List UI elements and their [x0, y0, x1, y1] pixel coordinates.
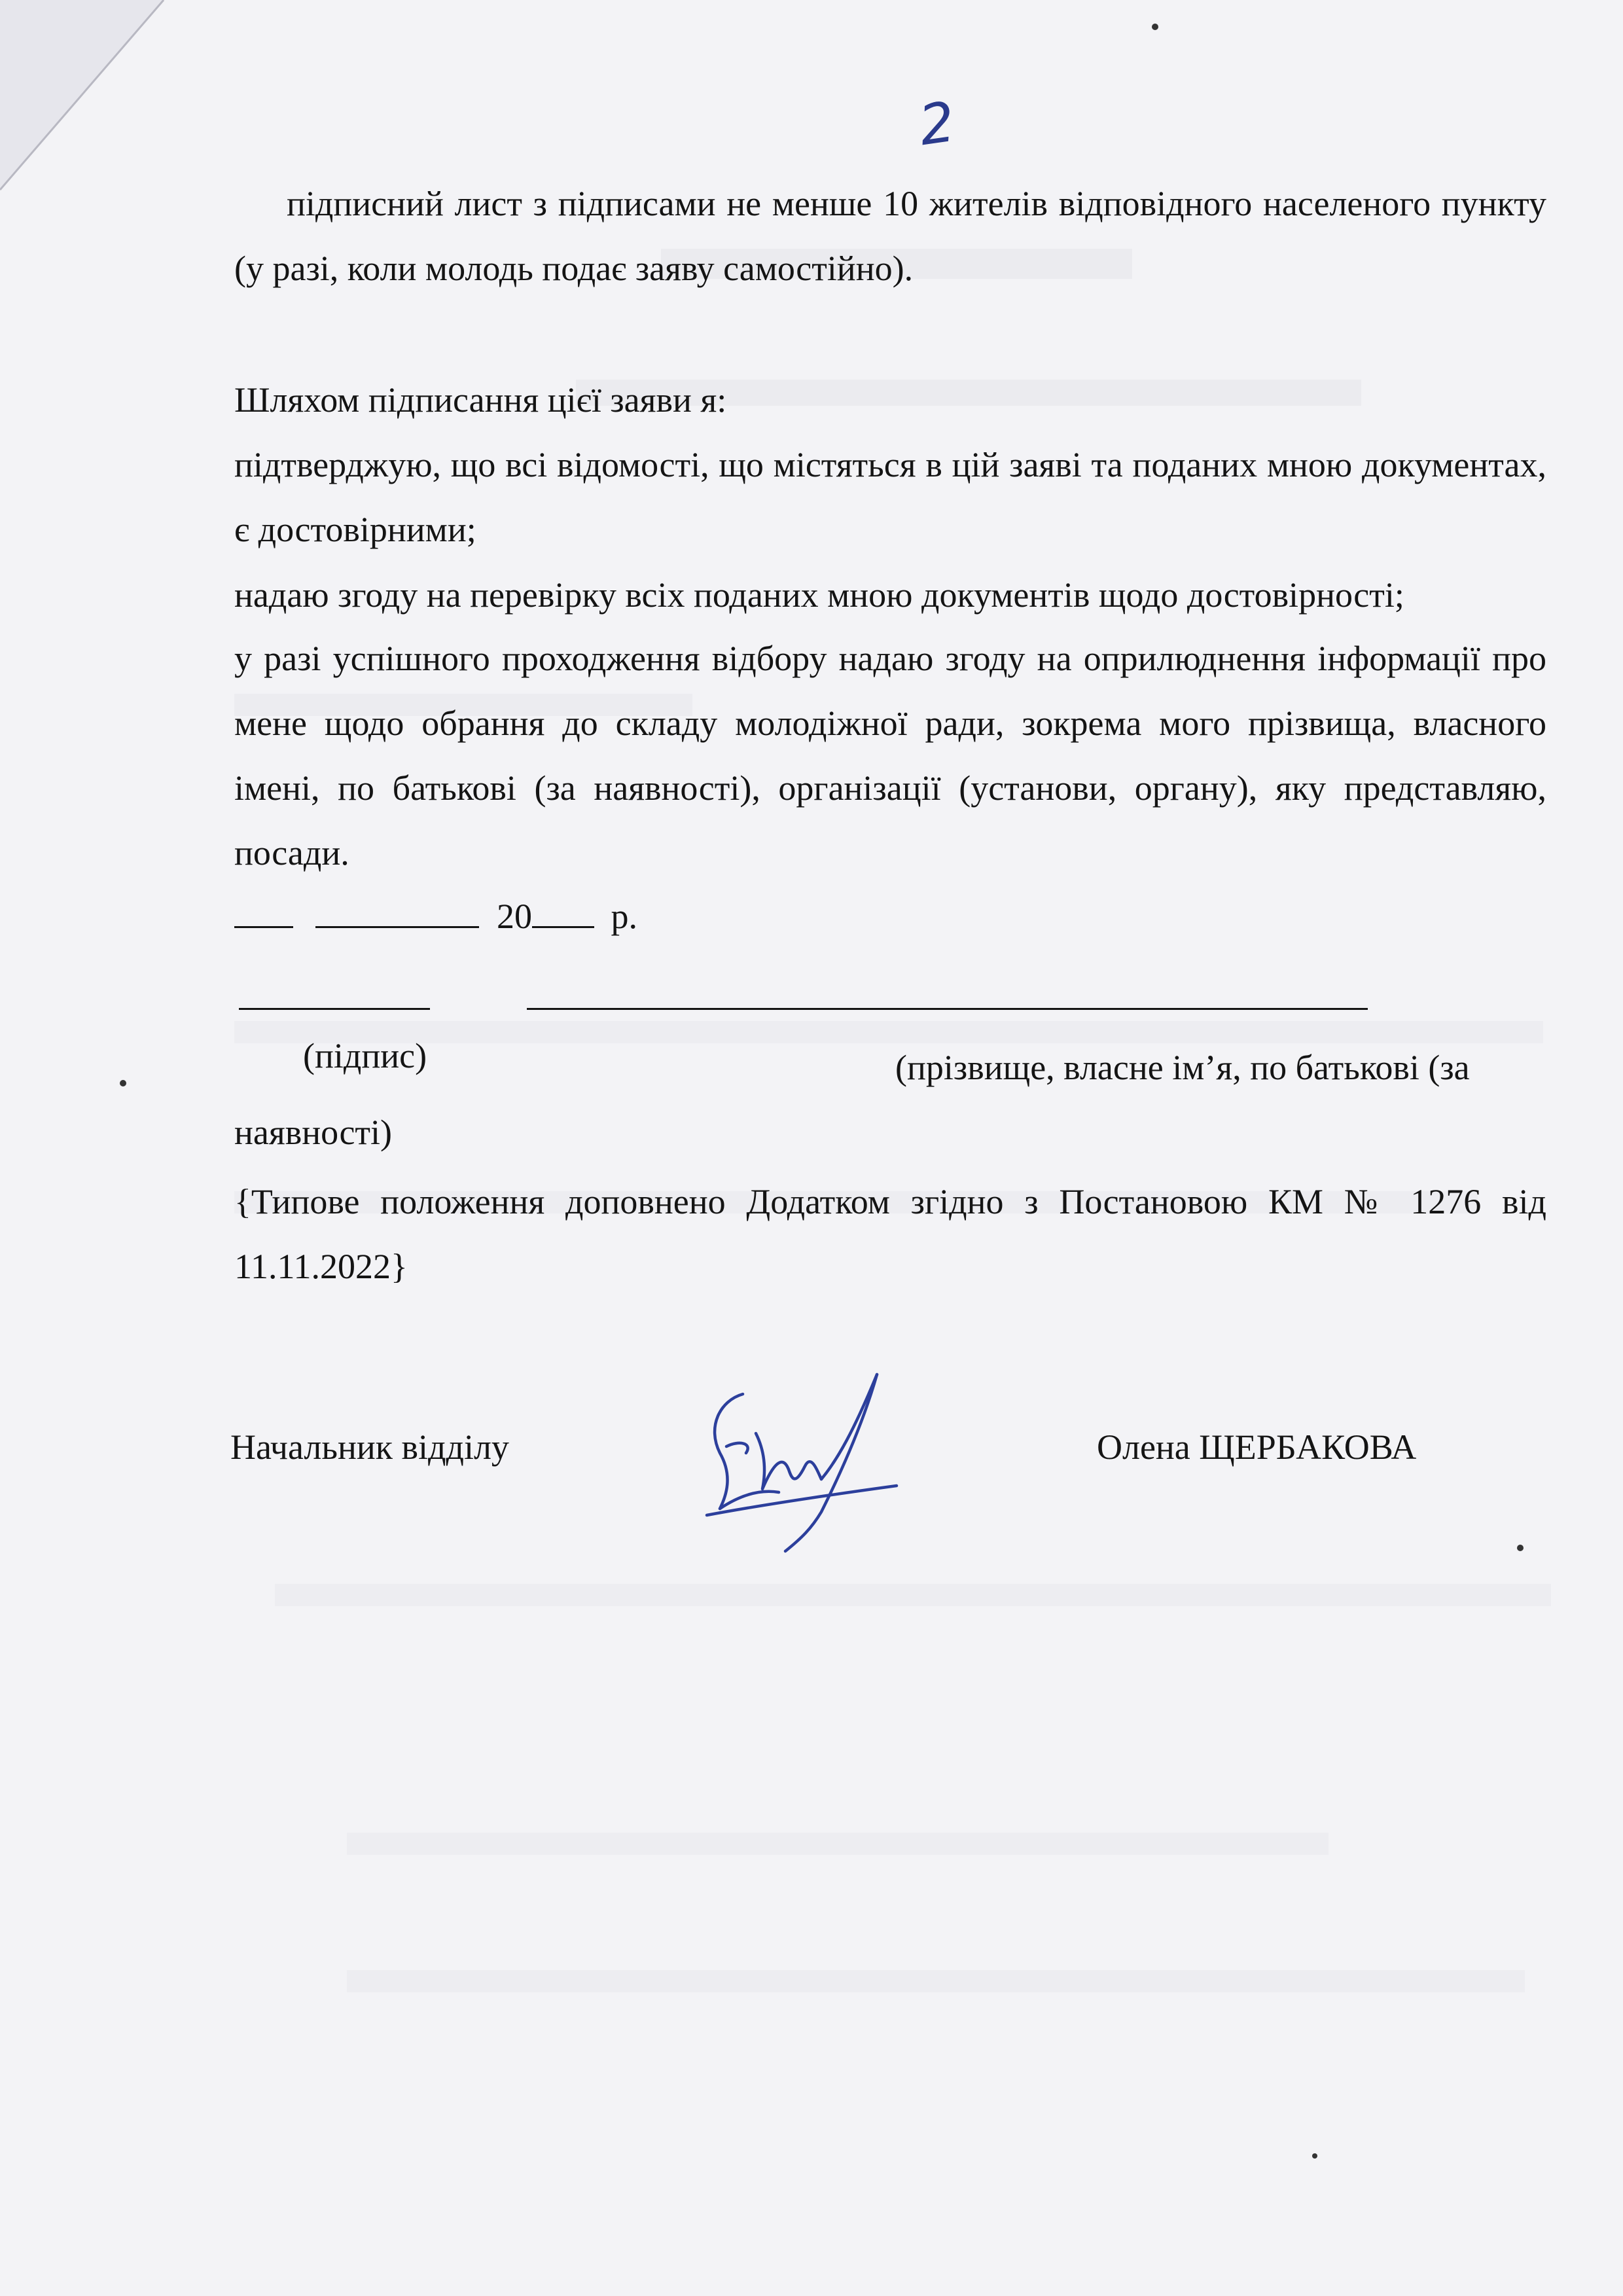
caption-full-name: (прізвище, власне ім’я, по батькові (за наявності) — [234, 1048, 1470, 1152]
paragraph-petition-list: підписний лист з підписами не менше 10 жителів відповідного населеного пункту (у разі, коли молодь подає заяву самостійно). — [234, 184, 1546, 288]
month-blank — [315, 893, 479, 928]
amendment-note: {Типове положення доповнено Додатком згідно з Постановою КМ № 1276 від 11.11.2022} — [234, 1182, 1546, 1286]
paragraph-confirm-accuracy: підтверджую, що всі відомості, що містяться в цій заяві та поданих мною документах, є достовірними; — [234, 445, 1546, 549]
signature-underline — [239, 1008, 430, 1010]
name-underline — [527, 1008, 1368, 1010]
scan-speck — [1517, 1545, 1524, 1551]
year-suffix: р. — [611, 897, 637, 936]
paragraph-consent-verification: надаю згоду на перевірку всіх поданих мною документів щодо достовірності; — [234, 575, 1404, 615]
paragraph-consent-publication: у разі успішного проходження відбору надаю згоду на оприлюднення інформації про мене щодо обрання до складу молодіжної ради, зокрема мого прізвища, власного імені, по батькові (за наявності), організації (установи, органу), яку представляю, посади. — [234, 639, 1546, 872]
handwritten-page-number: 2 — [915, 89, 959, 158]
year-blank — [532, 893, 594, 928]
day-blank — [234, 893, 293, 928]
scan-speck — [1312, 2153, 1317, 2159]
handwritten-signature — [681, 1355, 903, 1564]
year-prefix: 20 — [497, 897, 532, 936]
paragraph-by-signing: Шляхом підписання цієї заяви я: — [234, 380, 727, 420]
date-line — [234, 893, 637, 937]
signatory-position: Начальник відділу — [230, 1427, 509, 1467]
scan-speck — [120, 1080, 126, 1086]
signatory-name: Олена ЩЕРБАКОВА — [1097, 1427, 1417, 1467]
folded-corner — [0, 0, 170, 196]
scan-speck — [1152, 24, 1158, 30]
caption-signature: (підпис) — [303, 1036, 427, 1075]
